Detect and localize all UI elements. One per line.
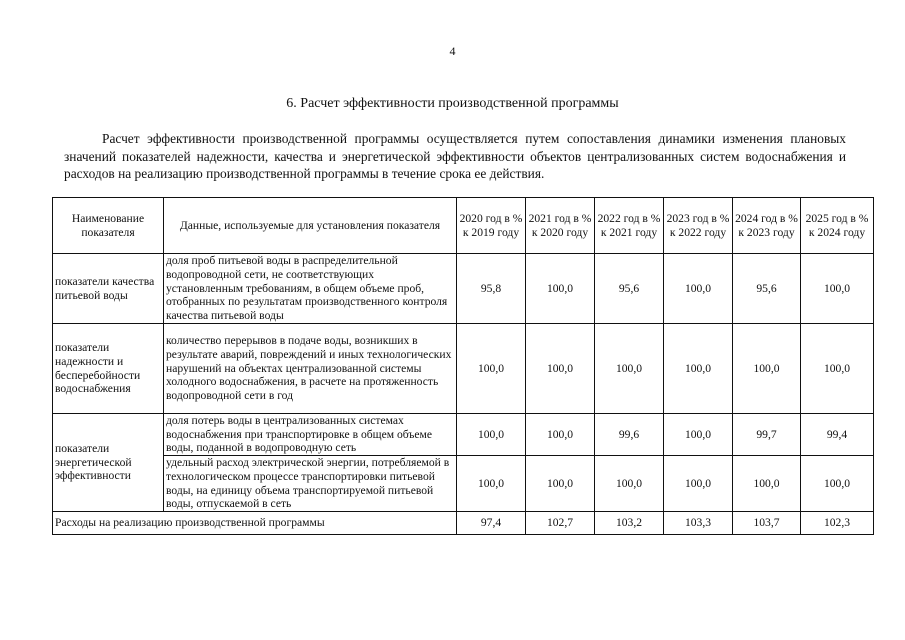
value-cell: 100,0 xyxy=(801,254,874,324)
indicator-cell: показатели энергетической эффективности xyxy=(53,414,164,512)
header-year-2024: 2024 год в % к 2023 году xyxy=(733,198,801,254)
value-cell: 100,0 xyxy=(595,324,664,414)
total-value-cell: 102,7 xyxy=(526,512,595,535)
indicator-cell: показатели надежности и бесперебойности водоснабжения xyxy=(53,324,164,414)
description-cell: удельный расход электрической энергии, потребляемой в технологическом процессе транспортировки питьевой воды, на единицу объема транспортируемой питьевой воды, отпускаемой в сеть xyxy=(164,456,457,512)
value-cell: 100,0 xyxy=(526,414,595,456)
value-cell: 95,8 xyxy=(457,254,526,324)
value-cell: 100,0 xyxy=(595,456,664,512)
total-value-cell: 103,2 xyxy=(595,512,664,535)
header-year-2025: 2025 год в % к 2024 году xyxy=(801,198,874,254)
table-row xyxy=(53,414,874,456)
value-cell: 100,0 xyxy=(457,456,526,512)
table-header-row xyxy=(53,198,874,254)
total-label: Расходы на реализацию производственной программы xyxy=(53,512,457,535)
value-cell: 100,0 xyxy=(664,254,733,324)
value-cell: 99,6 xyxy=(595,414,664,456)
header-year-2022: 2022 год в % к 2021 году xyxy=(595,198,664,254)
total-value-cell: 103,7 xyxy=(733,512,801,535)
table-row xyxy=(53,456,874,512)
header-year-2021: 2021 год в % к 2020 году xyxy=(526,198,595,254)
efficiency-table xyxy=(52,197,874,535)
value-cell: 99,4 xyxy=(801,414,874,456)
description-cell: количество перерывов в подаче воды, возникших в результате аварий, повреждений и иных технологических нарушений на объектах централизованной системы холодного водоснабжения, в расчете на протяженность водопроводной сети в год xyxy=(164,324,457,414)
value-cell: 100,0 xyxy=(526,456,595,512)
table-row xyxy=(53,254,874,324)
indicator-cell: показатели качества питьевой воды xyxy=(53,254,164,324)
intro-paragraph xyxy=(64,130,846,183)
value-cell: 100,0 xyxy=(457,324,526,414)
value-cell: 100,0 xyxy=(733,324,801,414)
value-cell: 95,6 xyxy=(733,254,801,324)
value-cell: 100,0 xyxy=(664,456,733,512)
header-data: Данные, используемые для установления показателя xyxy=(164,198,457,254)
total-value-cell: 102,3 xyxy=(801,512,874,535)
header-year-2023: 2023 год в % к 2022 году xyxy=(664,198,733,254)
value-cell: 100,0 xyxy=(733,456,801,512)
description-cell: доля потерь воды в централизованных системах водоснабжения при транспортировке в общем объеме воды, поданной в водопроводную сеть xyxy=(164,414,457,456)
value-cell: 100,0 xyxy=(664,324,733,414)
header-year-2020: 2020 год в % к 2019 году xyxy=(457,198,526,254)
total-value-cell: 97,4 xyxy=(457,512,526,535)
value-cell: 100,0 xyxy=(664,414,733,456)
page-number: 4 xyxy=(449,44,456,58)
table-total-row xyxy=(53,512,874,535)
intro-text: Расчет эффективности производственной программы осуществляется путем сопоставления динамики изменения плановых значений показателей надежности, качества и энергетической эффективности объектов централизованных систем водоснабжения и расходов на реализацию производственной программы в течение срока ее действия. xyxy=(64,131,846,182)
value-cell: 99,7 xyxy=(733,414,801,456)
description-cell: доля проб питьевой воды в распределительной водопроводной сети, не соответствующих установленным требованиям, в общем объеме проб, отобранных по результатам производственного контроля качества питьевой воды xyxy=(164,254,457,324)
value-cell: 100,0 xyxy=(526,254,595,324)
header-indicator: Наименование показателя xyxy=(53,198,164,254)
value-cell: 100,0 xyxy=(526,324,595,414)
value-cell: 100,0 xyxy=(801,324,874,414)
value-cell: 95,6 xyxy=(595,254,664,324)
section-title: 6. Расчет эффективности производственной программы xyxy=(286,96,619,111)
table-row xyxy=(53,324,874,414)
value-cell: 100,0 xyxy=(801,456,874,512)
total-value-cell: 103,3 xyxy=(664,512,733,535)
value-cell: 100,0 xyxy=(457,414,526,456)
